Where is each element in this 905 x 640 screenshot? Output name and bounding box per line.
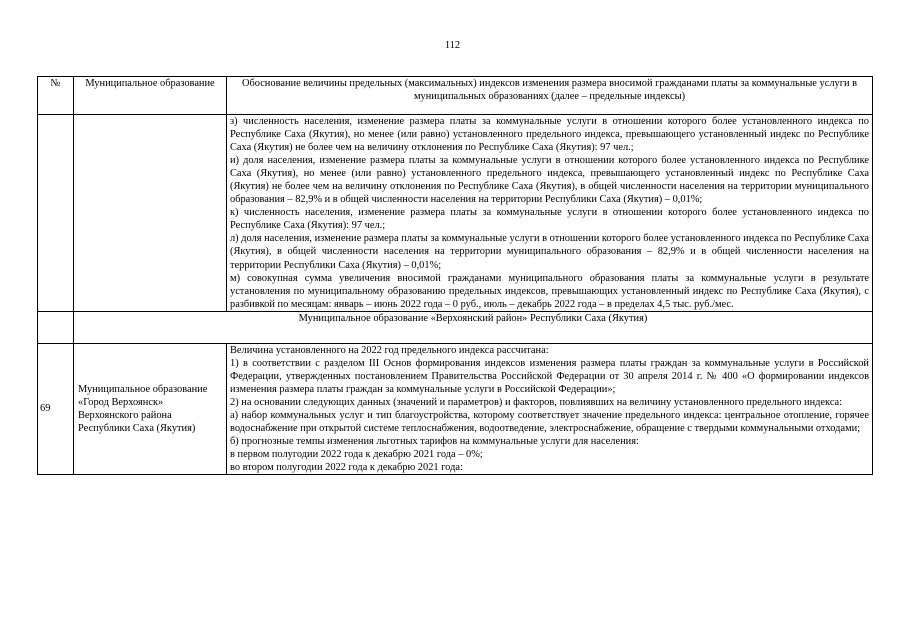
row-69-paragraph-h2: во втором полугодии 2022 года к декабрю 2021 года:: [230, 462, 463, 474]
continuation-municipality-cell: [74, 115, 227, 312]
paragraph-l: л) доля населения, изменение размера платы за коммунальные услуги в отношении которого более установленного индекса по Республике Саха (Якутия), в общей численности населения на территории муниципального образования – 82,9% и в общей численности населения на территории Республики Саха (Якутия) – 0,01%;: [230, 233, 869, 271]
indices-table: [37, 76, 873, 475]
row-69-municipality: Муниципальное образование «Город Верхоянск» Верхоянского района Республики Саха (Якутия): [74, 343, 227, 474]
paragraph-z: з) численность населения, изменение размера платы за коммунальные услуги в отношении которого более установленного индекса по Республике Саха (Якутия), но менее (или равно) установленного предельного индекса, превышающего установленный индекс по Республике Саха (Якутия) не более чем на величину отклонения по Республике Саха (Якутия): 97 чел.;: [230, 116, 869, 154]
row-69-paragraph-b: б) прогнозные темпы изменения льготных тарифов на коммунальные услуги для населения:: [230, 436, 639, 448]
page-number: 112: [444, 40, 461, 51]
section-title-row: [38, 311, 873, 343]
continuation-text-cell: [227, 115, 873, 312]
row-69-text-cell: [227, 343, 873, 474]
paragraph-m: м) совокупная сумма увеличения вносимой гражданами муниципального образования платы за коммунальные услуги в результате установления по муниципальному образованию предельных индексов, превышающих установленный индекс по Республике Саха (Якутия), с разбивкой по месяцам: январь – июнь 2022 года – 0 руб., июль – декабрь 2022 года – в пределах 4,5 тыс. руб./мес.: [230, 272, 869, 310]
header-justification: Обоснование величины предельных (максимальных) индексов изменения размера вносимой гражданами платы за коммунальные услуги в муниципальных образованиях (далее – предельные индексы): [227, 77, 873, 115]
paragraph-i: и) доля населения, изменение размера платы за коммунальные услуги в отношении которого более установленного индекса по Республике Саха (Якутия), но менее (или равно) установленного предельного индекса, превышающего установленный индекс по Республике Саха (Якутия) не более чем на величину отклонения по Республике Саха (Якутия), в общей численности населения на территории муниципального образования – 82,9% и в общей численности населения на территории Республики Саха (Якутия) – 0,01%;: [230, 155, 869, 206]
table-row-continuation: [38, 115, 873, 312]
paragraph-k: к) численность населения, изменение размера платы за коммунальные услуги в отношении которого более установленного индекса по Республике Саха (Якутия): 97 чел.;: [230, 207, 869, 232]
row-69-paragraph-1: 1) в соответствии с разделом III Основ формирования индексов изменения размера платы граждан за коммунальные услуги в Российской Федерации, утвержденных постановлением Правительства Российской Федерации от 30 апреля 2014 г. № 400 «О формировании индексов изменения размера платы граждан за коммунальные услуги в Российской Федерации»;: [230, 357, 869, 395]
table-header-row: [38, 77, 873, 115]
row-69-paragraph-2: 2) на основании следующих данных (значений и параметров) и факторов, повлиявших на величину установленного предельного индекса:: [230, 396, 843, 408]
header-num: №: [38, 77, 74, 115]
row-69-paragraph-a: а) набор коммунальных услуг и тип благоустройства, которому соответствует значение предельного индекса: центральное отопление, горячее водоснабжение при открытой системе теплоснабжения, водоотведение, электроснабжение, обращение с твердыми коммунальными отходами;: [230, 409, 869, 434]
row-69-paragraph-h1: в первом полугодии 2022 года к декабрю 2021 года – 0%;: [230, 449, 483, 461]
row-69-paragraph-intro: Величина установленного на 2022 год предельного индекса рассчитана:: [230, 344, 549, 356]
table-row-69: [38, 343, 873, 474]
section-title: Муниципальное образование «Верхоянский район» Республики Саха (Якутия): [74, 311, 873, 343]
section-empty-cell: [38, 311, 74, 343]
continuation-num-cell: [38, 115, 74, 312]
row-69-num: 69: [38, 343, 74, 474]
header-municipality: Муниципальное образование: [74, 77, 227, 115]
